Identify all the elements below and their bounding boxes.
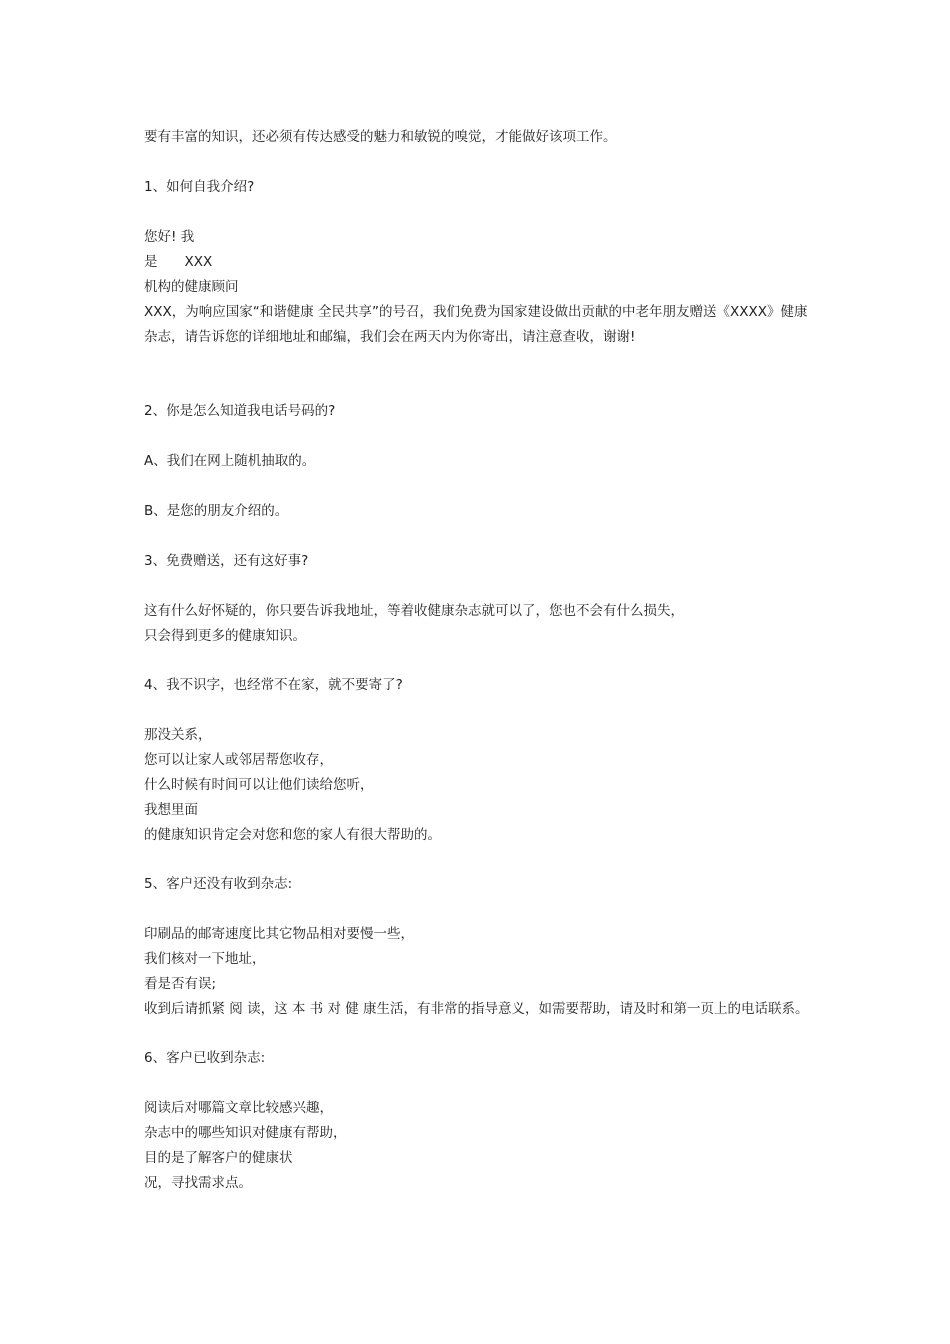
answer-2-option-b: B、是您的朋友介绍的。 (144, 503, 289, 519)
answer-5-line-3: 看是否有误; (144, 976, 217, 992)
answer-3-line-2: 只会得到更多的健康知识。 (144, 628, 306, 644)
answer-1-line-5: 杂志，请告诉您的详细地址和邮编，我们会在两天内为你寄出，请注意查收，谢谢! (144, 329, 636, 345)
answer-2-option-a: A、我们在网上随机抽取的。 (144, 453, 316, 469)
answer-1-line-4: XXX，为响应国家“和谐健康 全民共享”的号召，我们免费为国家建设做出贡献的中老年朋友赠送《XXXX》健康 (144, 304, 808, 320)
answer-6-line-4: 况，寻找需求点。 (144, 1175, 252, 1191)
question-3: 3、免费赠送，还有这好事? (144, 553, 309, 569)
answer-5-line-1: 印刷品的邮寄速度比其它物品相对要慢一些， (144, 926, 414, 942)
question-1: 1、如何自我介绍? (144, 179, 255, 195)
question-2: 2、你是怎么知道我电话号码的? (144, 403, 336, 419)
answer-5-line-4: 收到后请抓紧 阅 读，这 本 书 对 健 康生活，有非常的指导意义，如需要帮助，请及时和第一页上的电话联系。 (144, 1001, 809, 1017)
question-4: 4、我不识字，也经常不在家，就不要寄了? (144, 677, 403, 693)
answer-4-line-4: 我想里面 (144, 802, 198, 818)
answer-4-line-2: 您可以让家人或邻居帮您收存， (144, 752, 333, 768)
intro-text: 要有丰富的知识，还必须有传达感受的魅力和敏锐的嗅觉，才能做好该项工作。 (144, 129, 617, 145)
answer-6-line-3: 目的是了解客户的健康状 (144, 1150, 293, 1166)
answer-6-line-2: 杂志中的哪些知识对健康有帮助， (144, 1125, 347, 1141)
answer-3-line-1: 这有什么好怀疑的，你只要告诉我地址，等着收健康杂志就可以了，您也不会有什么损失， (144, 603, 684, 619)
answer-4-line-3: 什么时候有时间可以让他们读给您听， (144, 777, 374, 793)
answer-4-line-5: 的健康知识肯定会对您和您的家人有很大帮助的。 (144, 827, 441, 843)
answer-1-line-2: 是 XXX (144, 254, 213, 270)
question-6: 6、客户已收到杂志: (144, 1050, 266, 1066)
answer-4-line-1: 那没关系， (144, 727, 212, 743)
answer-1-line-1: 您好! 我 (144, 229, 195, 245)
answer-1-line-3: 机构的健康顾问 (144, 279, 239, 295)
question-5: 5、客户还没有收到杂志: (144, 876, 293, 892)
answer-5-line-2: 我们核对一下地址， (144, 951, 266, 967)
answer-6-line-1: 阅读后对哪篇文章比较感兴趣， (144, 1100, 333, 1116)
